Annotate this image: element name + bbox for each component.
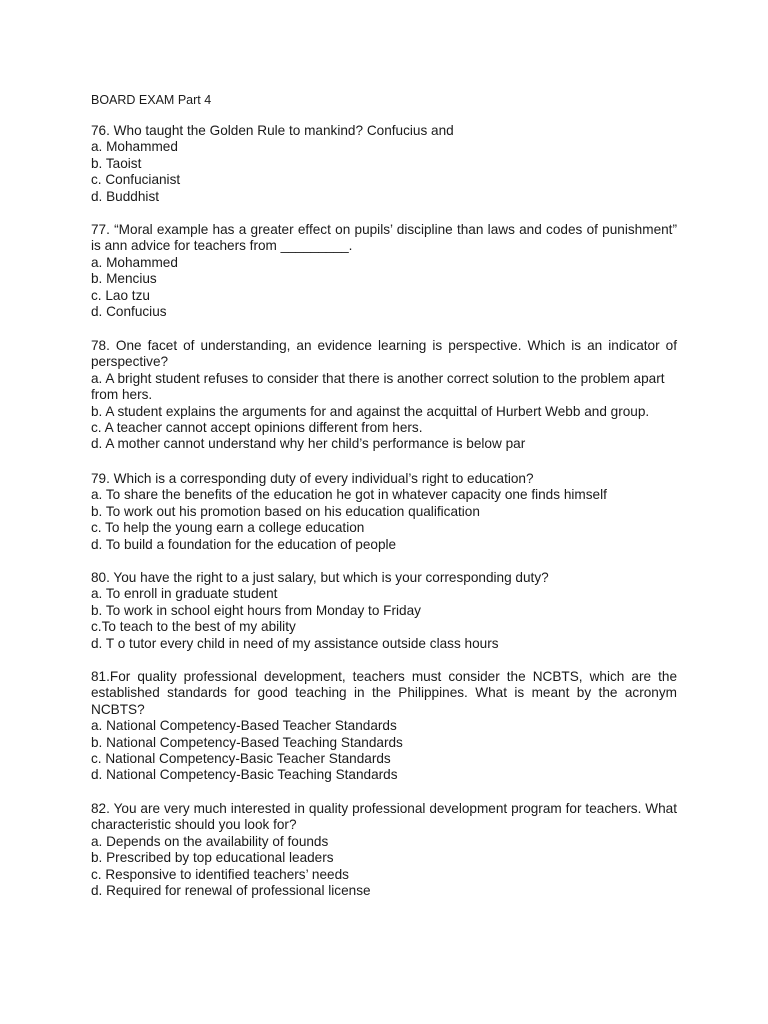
option-a: a. Mohammed xyxy=(91,139,178,155)
option-b: b. A student explains the arguments for and against the acquittal of Hurbert Webb and group. xyxy=(91,403,650,419)
option-b: b. To work out his promotion based on his education qualification xyxy=(91,503,480,519)
option-b: b. Taoist xyxy=(91,155,142,171)
option-b: b. Mencius xyxy=(91,271,157,287)
question-stem: 78. One facet of understanding, an evidence learning is perspective. Which is an indicator of perspective? xyxy=(91,338,677,370)
question-stem: 76. Who taught the Golden Rule to mankind? Confucius and xyxy=(91,123,454,138)
question-stem: 81.For quality professional development, teachers must consider the NCBTS, which are the established standards for good teaching in the Philippines. What is meant by the acronym NCBTS? xyxy=(91,669,677,717)
option-d: d. National Competency-Basic Teaching Standards xyxy=(91,767,398,783)
option-c: c. Confucianist xyxy=(91,172,181,188)
option-d: d. To build a foundation for the education of people xyxy=(91,536,397,552)
question-79 xyxy=(91,471,677,553)
question-77 xyxy=(91,222,677,320)
option-d: d. Confucius xyxy=(91,304,167,320)
question-stem: 79. Which is a corresponding duty of every individual’s right to education? xyxy=(91,471,534,486)
option-a: a. A bright student refuses to consider that there is another correct solution to the problem apart from hers. xyxy=(91,370,665,403)
question-76 xyxy=(91,123,677,205)
option-c: c. Lao tzu xyxy=(91,287,150,303)
question-stem: 77. “Moral example has a greater effect on pupils’ discipline than laws and codes of punishment” is ann advice for teachers from _________. xyxy=(91,222,677,254)
option-c: c.To teach to the best of my ability xyxy=(91,619,296,635)
document-title: BOARD EXAM Part 4 xyxy=(91,93,212,107)
option-b: b. To work in school eight hours from Monday to Friday xyxy=(91,602,421,618)
option-c: c. A teacher cannot accept opinions different from hers. xyxy=(91,420,423,436)
question-81 xyxy=(91,669,677,784)
option-d: d. Required for renewal of professional license xyxy=(91,883,371,899)
option-d: d. Buddhist xyxy=(91,188,160,204)
option-c: c. To help the young earn a college education xyxy=(91,520,365,536)
option-b: b. Prescribed by top educational leaders xyxy=(91,850,334,866)
option-b: b. National Competency-Based Teaching Standards xyxy=(91,734,403,750)
option-a: a. National Competency-Based Teacher Standards xyxy=(91,718,397,734)
option-a: a. Mohammed xyxy=(91,254,178,270)
question-stem: 80. You have the right to a just salary, but which is your corresponding duty? xyxy=(91,570,549,585)
question-82 xyxy=(91,801,677,899)
option-d: d. A mother cannot understand why her child’s performance is below par xyxy=(91,436,526,452)
question-80 xyxy=(91,570,677,652)
option-c: c. National Competency-Basic Teacher Standards xyxy=(91,751,391,767)
question-78 xyxy=(91,338,677,453)
option-a: a. To enroll in graduate student xyxy=(91,586,278,602)
option-d: d. T o tutor every child in need of my assistance outside class hours xyxy=(91,635,499,651)
option-a: a. Depends on the availability of founds xyxy=(91,833,329,849)
option-c: c. Responsive to identified teachers’ needs xyxy=(91,866,349,882)
question-stem: 82. You are very much interested in quality professional development program for teachers. What characteristic should you look for? xyxy=(91,801,677,833)
option-a: a. To share the benefits of the education he got in whatever capacity one finds himself xyxy=(91,487,607,503)
